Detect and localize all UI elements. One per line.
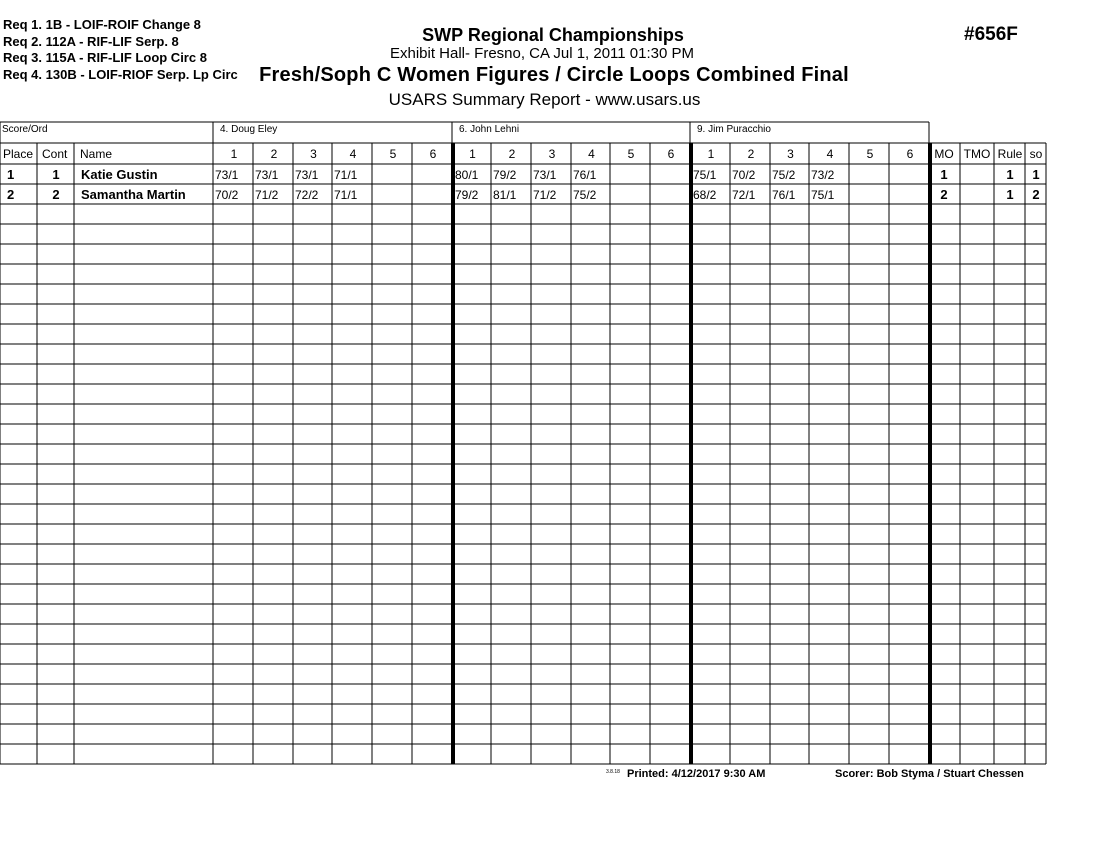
requirement-2: Req 2. 112A - RIF-LIF Serp. 8 <box>3 33 179 49</box>
column-header-figure: 3 <box>548 147 556 161</box>
column-header-tmo: TMO <box>963 147 991 161</box>
cell-score: 73/1 <box>255 168 279 182</box>
requirement-4: Req 4. 130B - LOIF-RIOF Serp. Lp Circ <box>3 66 238 82</box>
column-header-place: Place <box>3 147 34 161</box>
scorer-names: Scorer: Bob Styma / Stuart Chessen <box>835 768 1024 780</box>
cell-place: 2 <box>7 187 15 202</box>
column-header-figure: 6 <box>667 147 675 161</box>
judge-name: 9. Jim Puracchio <box>697 124 771 135</box>
cell-mo: 2 <box>940 187 948 202</box>
cell-score: 79/2 <box>493 168 517 182</box>
requirement-1: Req 1. 1B - LOIF-ROIF Change 8 <box>3 17 201 32</box>
cell-score: 71/2 <box>255 188 279 202</box>
requirement-3: Req 3. 115A - RIF-LIF Loop Circ 8 <box>3 50 207 65</box>
cell-place: 1 <box>7 167 15 182</box>
column-header-figure: 2 <box>270 147 278 161</box>
cell-so: 2 <box>1032 187 1040 202</box>
cell-cont: 2 <box>52 187 60 202</box>
judge-name: 4. Doug Eley <box>220 124 278 135</box>
column-header-figure: 1 <box>469 147 476 161</box>
cell-name: Katie Gustin <box>81 167 158 182</box>
column-header-figure: 1 <box>707 147 715 161</box>
software-version: 3.8.18 <box>606 769 620 775</box>
column-header-figure: 4 <box>588 147 595 161</box>
column-header-figure: 3 <box>787 147 794 161</box>
cell-score: 79/2 <box>455 188 479 202</box>
column-header-figure: 5 <box>866 147 874 161</box>
cell-score: 75/2 <box>573 188 597 202</box>
score-ord-label: Score/Ord <box>2 124 48 135</box>
cell-mo: 1 <box>940 167 948 182</box>
column-header-figure: 3 <box>310 147 317 161</box>
column-header-figure: 2 <box>508 147 516 161</box>
cell-name: Samantha Martin <box>81 187 186 202</box>
competition-location: Exhibit Hall- Fresno, CA Jul 1, 2011 01:30 PM <box>389 45 695 62</box>
cell-score: 72/2 <box>295 188 319 202</box>
cell-score: 75/1 <box>811 188 835 202</box>
column-header-figure: 6 <box>906 147 914 161</box>
cell-score: 76/1 <box>573 168 597 182</box>
column-header-figure: 6 <box>429 147 437 161</box>
column-header-figure: 5 <box>389 147 397 161</box>
column-header-figure: 4 <box>826 147 834 161</box>
column-header-figure: 2 <box>747 147 755 161</box>
report-title: USARS Summary Report - www.usars.us <box>388 90 701 109</box>
cell-cont: 1 <box>52 167 60 182</box>
cell-score: 71/1 <box>334 168 358 182</box>
cell-rule: 1 <box>1006 187 1014 202</box>
column-header-figure: 4 <box>349 147 357 161</box>
cell-rule: 1 <box>1006 167 1014 182</box>
cell-score: 71/2 <box>533 188 557 202</box>
cell-score: 73/2 <box>811 168 835 182</box>
column-header-figure: 5 <box>627 147 635 161</box>
cell-score: 72/1 <box>732 188 756 202</box>
cell-score: 70/2 <box>215 188 239 202</box>
column-header-name: Name <box>80 147 113 161</box>
competition-title: SWP Regional Championships <box>422 25 684 45</box>
cell-score: 68/2 <box>693 188 717 202</box>
event-title: Fresh/Soph C Women Figures / Circle Loops Combined Final <box>259 64 849 86</box>
cell-score: 81/1 <box>493 188 517 202</box>
cell-score: 70/2 <box>732 168 756 182</box>
cell-score: 73/1 <box>295 168 319 182</box>
cell-score: 73/1 <box>215 168 239 182</box>
cell-score: 75/1 <box>693 168 717 182</box>
column-header-figure: 1 <box>230 147 238 161</box>
cell-score: 73/1 <box>533 168 557 182</box>
cell-score: 76/1 <box>772 188 796 202</box>
cell-score: 75/2 <box>772 168 796 182</box>
judge-name: 6. John Lehni <box>459 124 520 135</box>
printed-timestamp: Printed: 4/12/2017 9:30 AM <box>627 768 766 780</box>
column-header-so: so <box>1029 147 1043 161</box>
column-header-mo: MO <box>934 147 954 161</box>
cell-score: 71/1 <box>334 188 358 202</box>
column-header-cont: Cont <box>42 147 68 161</box>
cell-so: 1 <box>1032 167 1040 182</box>
sheet-number: #656F <box>964 24 1018 45</box>
column-header-rule: Rule <box>997 147 1023 161</box>
cell-score: 80/1 <box>455 168 479 182</box>
